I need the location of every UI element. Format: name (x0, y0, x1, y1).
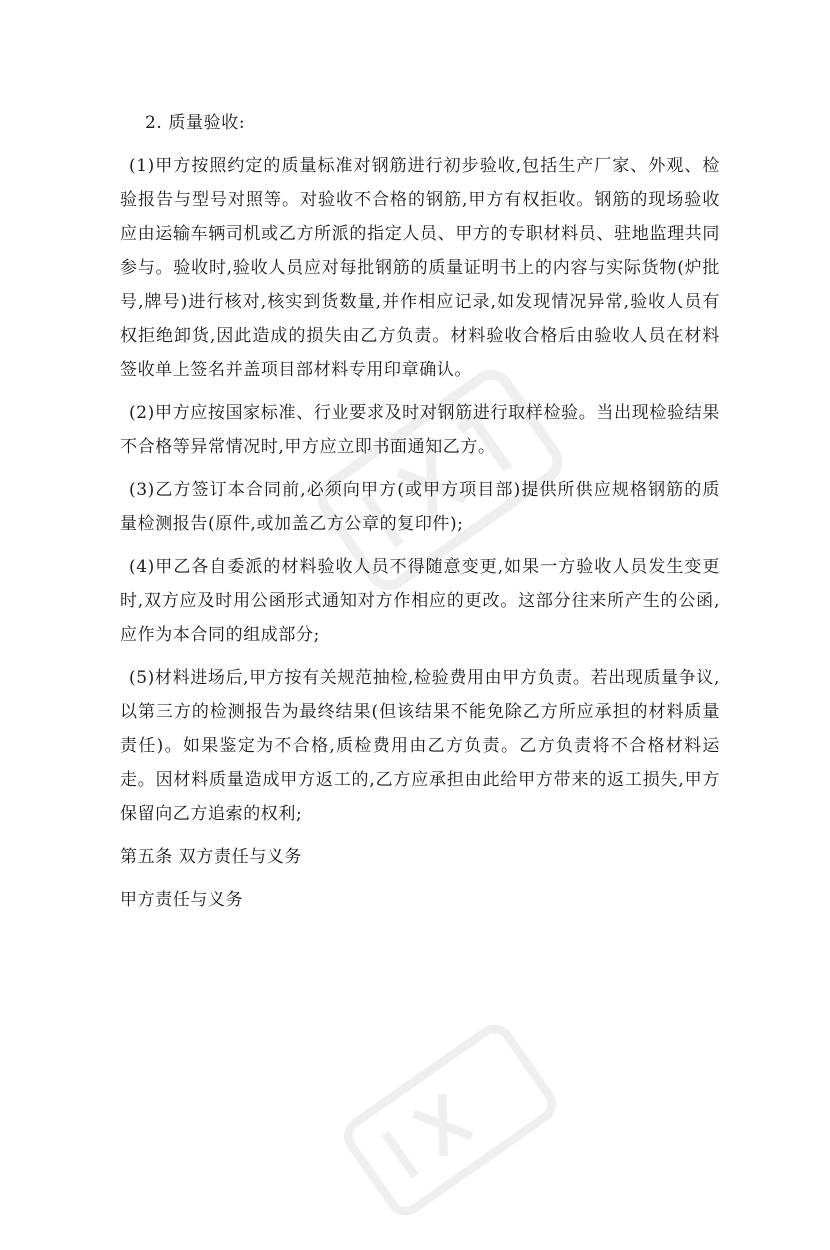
article-title: 第五条 双方责任与义务 (120, 847, 303, 867)
article-subheading: 甲方责任与义务 (120, 890, 244, 910)
section-heading: 2. 质量验收: (145, 113, 246, 133)
paragraph-item-1: (1)甲方按照约定的质量标准对钢筋进行初步验收,包括生产厂家、外观、检验报告与型号对照等。对验收不合格的钢筋,甲方有权拒收。钢筋的现场验收应由运输车辆司机或乙方所派的指定人员、甲方的专职材料员、驻地监理共同参与。验收时,验收人员应对每批钢筋的质量证明书上的内容与实际货物(炉批号,牌号)进行核对,核实到货数量,并作相应记录,如发现情况异常,验收人员有权拒绝卸货,因此造成的损失由乙方负责。材料验收合格后由验收人员在材料签收单上签名并盖项目部材料专用印章确认。 (120, 156, 720, 380)
watermark-logo (300, 990, 600, 1250)
paragraph-item-3: (3)乙方签订本合同前,必须向甲方(或甲方项目部)提供所供应规格钢筋的质量检测报告(原件,或加盖乙方公章的复印件); (120, 480, 720, 534)
paragraph-item-4: (4)甲乙各自委派的材料验收人员不得随意变更,如果一方验收人员发生变更时,双方应及时用公函形式通知对方作相应的更改。这部分往来所产生的公函,应作为本合同的组成部分; (120, 557, 720, 645)
paragraph-item-2: (2)甲方应按国家标准、行业要求及时对钢筋进行取样检验。当出现检验结果不合格等异常情况时,甲方应立即书面通知乙方。 (120, 403, 720, 457)
document-body (120, 106, 720, 926)
paragraph-item-5: (5)材料进场后,甲方按有关规范抽检,检验费用由甲方负责。若出现质量争议,以第三方的检测报告为最终结果(但该结果不能免除乙方所应承担的材料质量责任)。如果鉴定为不合格,质检费用由乙方负责。乙方负责将不合格材料运走。因材料质量造成甲方返工的,乙方应承担由此给甲方带来的返工损失,甲方保留向乙方追索的权利; (120, 668, 720, 824)
